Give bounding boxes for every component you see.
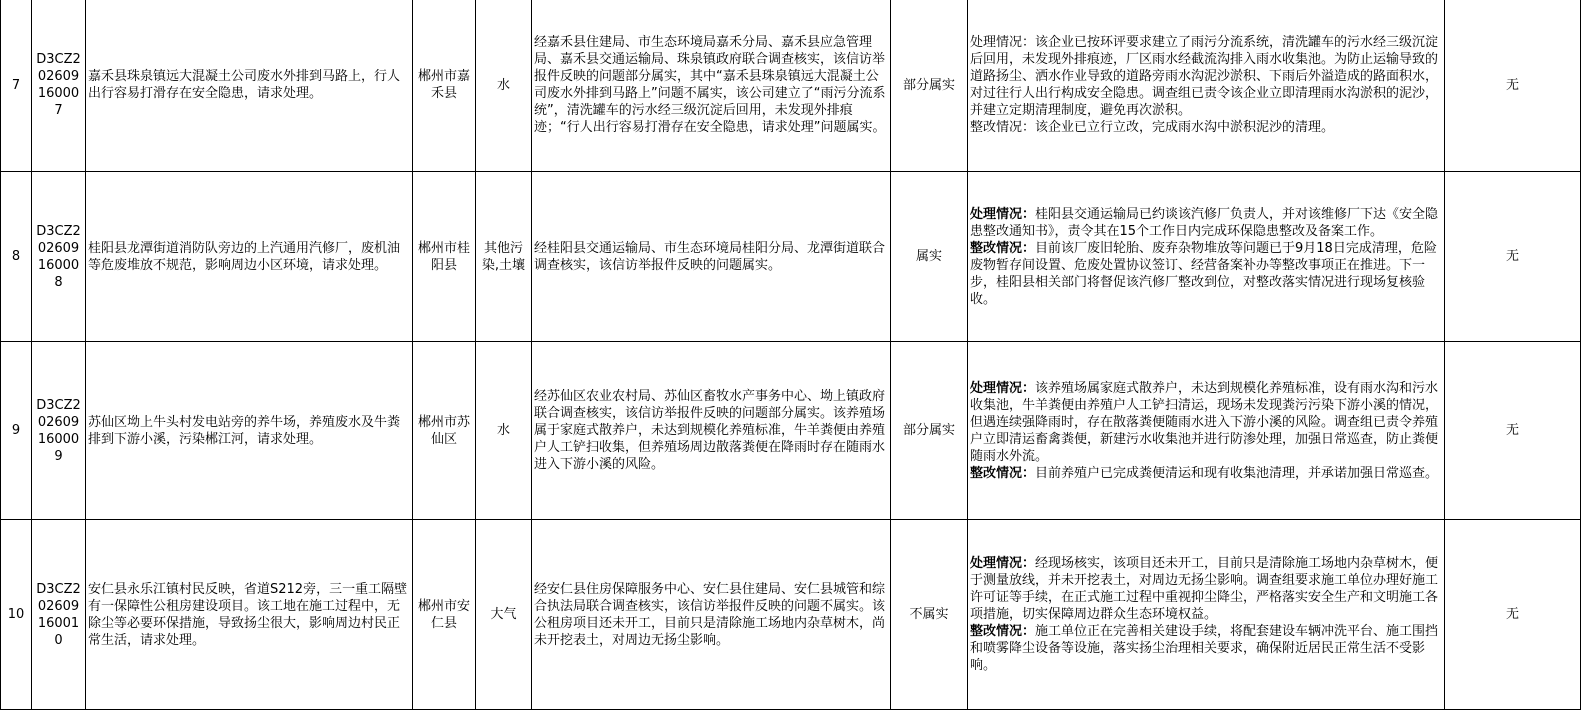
table-row (1, 172, 1581, 342)
handling-label: 处理情况： (970, 556, 1036, 571)
table-row (1, 0, 1581, 172)
case-code: D3CZ202609160008 (32, 172, 86, 342)
handling-cell (968, 172, 1445, 342)
handling-text: 经现场核实，该项目还未开工，目前只是清除施工场地内杂草树木，便于测量放线，并未开挖表土，对周边无扬尘影响。调查组要求施工单位办理好施工许可证等手续，在正式施工过程中重视抑尘降尘，严格落实安全生产和文明施工各项措施，切实保障周边群众生态环境权益。 (970, 556, 1439, 622)
pollution-type: 其他污染,土壤 (476, 172, 532, 342)
rectify-section (970, 119, 1442, 136)
complaint-content: 桂阳县龙潭街道消防队旁边的上汽通用汽修厂，废机油等危废堆放不规范，影响周边小区环境，请求处理。 (86, 172, 413, 342)
handling-cell (968, 342, 1445, 520)
row-number: 7 (1, 0, 32, 172)
handling-text: 该企业已按环评要求建立了雨污分流系统，清洗罐车的污水经三级沉淀后回用，未发现外排痕迹，厂区雨水经截流沟排入雨水收集池。为防止运输导致的道路扬尘、洒水作业导致的道路旁雨水沟泥沙淤积、下雨后外溢造成的路面积水，对过往行人出行构成安全隐患。调查组已责令该企业立即清理雨水沟淤积的泥沙，并建立定期清理制度，避免再次淤积。 (970, 35, 1439, 118)
rectify-section (970, 240, 1442, 308)
verdict: 部分属实 (891, 342, 968, 520)
pollution-type: 水 (476, 342, 532, 520)
remark: 无 (1445, 0, 1581, 172)
investigation-result: 经苏仙区农业农村局、苏仙区畜牧水产事务中心、坳上镇政府联合调查核实，该信访举报件反映的问题部分属实。该养殖场属于家庭式散养户，未达到规模化养殖标准，牛羊粪便由养殖户人工铲扫收集，但养殖场周边散落粪便在降雨时存在随雨水进入下游小溪的风险。 (532, 342, 891, 520)
handling-section (970, 206, 1442, 240)
remark: 无 (1445, 342, 1581, 520)
rectify-label: 整改情况： (970, 120, 1036, 135)
handling-section (970, 380, 1442, 465)
table-row (1, 520, 1581, 710)
verdict: 不属实 (891, 520, 968, 710)
verdict: 属实 (891, 172, 968, 342)
rectify-label: 整改情况： (970, 465, 1036, 481)
row-number: 8 (1, 172, 32, 342)
case-code: D3CZ202609160009 (32, 342, 86, 520)
handling-label: 处理情况： (970, 206, 1036, 222)
investigation-result: 经安仁县住房保障服务中心、安仁县住建局、安仁县城管和综合执法局联合调查核实，该信访举报件反映的问题不属实。该公租房项目还未开工，目前只是清除施工场地内杂草树木，尚未开挖表土，对周边无扬尘影响。 (532, 520, 891, 710)
rectify-section (970, 623, 1442, 674)
handling-label: 处理情况： (970, 380, 1036, 396)
handling-section (970, 34, 1442, 119)
region: 郴州市安仁县 (413, 520, 476, 710)
rectify-text: 该企业已立行立改，完成雨水沟中淤积泥沙的清理。 (1035, 120, 1335, 135)
investigation-result: 经桂阳县交通运输局、市生态环境局桂阳分局、龙潭街道联合调查核实，该信访举报件反映的问题属实。 (532, 172, 891, 342)
case-code: D3CZ202609160007 (32, 0, 86, 172)
region: 郴州市苏仙区 (413, 342, 476, 520)
complaint-content: 苏仙区坳上牛头村发电站旁的养牛场，养殖废水及牛粪排到下游小溪，污染郴江河，请求处理。 (86, 342, 413, 520)
remark: 无 (1445, 520, 1581, 710)
handling-text: 桂阳县交通运输局已约谈该汽修厂负责人，并对该维修厂下达《安全隐患整改通知书》，责令其在15个工作日内完成环保隐患整改及备案工作。 (970, 206, 1439, 239)
handling-label: 处理情况： (970, 35, 1036, 50)
rectify-label: 整改情况： (970, 240, 1036, 256)
table-row (1, 342, 1581, 520)
verdict: 部分属实 (891, 0, 968, 172)
handling-text: 该养殖场属家庭式散养户，未达到规模化养殖标准，设有雨水沟和污水收集池，牛羊粪便由养殖户人工铲扫清运，现场未发现粪污污染下游小溪的情况，但遇连续强降雨时，存在散落粪便随雨水进入下游小溪的风险。调查组已责令养殖户立即清运畜禽粪便，新建污水收集池并进行防渗处理，加强日常巡查，防止粪便随雨水外流。 (970, 380, 1439, 464)
complaint-content: 嘉禾县珠泉镇远大混凝土公司废水外排到马路上，行人出行容易打滑存在安全隐患，请求处理。 (86, 0, 413, 172)
row-number: 10 (1, 520, 32, 710)
handling-section (970, 555, 1442, 623)
rectify-label: 整改情况： (970, 624, 1036, 639)
handling-cell (968, 520, 1445, 710)
rectify-text: 施工单位正在完善相关建设手续，将配套建设车辆冲洗平台、施工围挡和喷雾降尘设备等设施，落实扬尘治理相关要求，确保附近居民正常生活不受影响。 (970, 624, 1439, 673)
region: 郴州市嘉禾县 (413, 0, 476, 172)
rectify-section (970, 465, 1442, 482)
pollution-type: 水 (476, 0, 532, 172)
pollution-type: 大气 (476, 520, 532, 710)
remark: 无 (1445, 172, 1581, 342)
complaint-content: 安仁县永乐江镇村民反映，省道S212旁，三一重工隔壁有一保障性公租房建设项目。该工地在施工过程中，无除尘等必要环保措施，导致扬尘很大，影响周边村民正常生活，请求处理。 (86, 520, 413, 710)
handling-cell (968, 0, 1445, 172)
row-number: 9 (1, 342, 32, 520)
investigation-result: 经嘉禾县住建局、市生态环境局嘉禾分局、嘉禾县应急管理局、嘉禾县交通运输局、珠泉镇政府联合调查核实，该信访举报件反映的问题部分属实，其中“嘉禾县珠泉镇远大混凝土公司废水外排到马路上”问题不属实，该公司建立了“雨污分流系统”，清洗罐车的污水经三级沉淀后回用，未发现外排痕迹；“行人出行容易打滑存在安全隐患，请求处理”问题属实。 (532, 0, 891, 172)
rectify-text: 目前该厂废旧轮胎、废弃杂物堆放等问题已于9月18日完成清理，危险废物暂存间设置、危废处置协议签订、经营备案补办等整改事项正在推进。下一步，桂阳县相关部门将督促该汽修厂整改到位，对整改落实情况进行现场复核验收。 (970, 240, 1437, 307)
rectify-text: 目前养殖户已完成粪便清运和现有收集池清理，并承诺加强日常巡查。 (1035, 465, 1439, 481)
case-code: D3CZ202609160010 (32, 520, 86, 710)
region: 郴州市桂阳县 (413, 172, 476, 342)
